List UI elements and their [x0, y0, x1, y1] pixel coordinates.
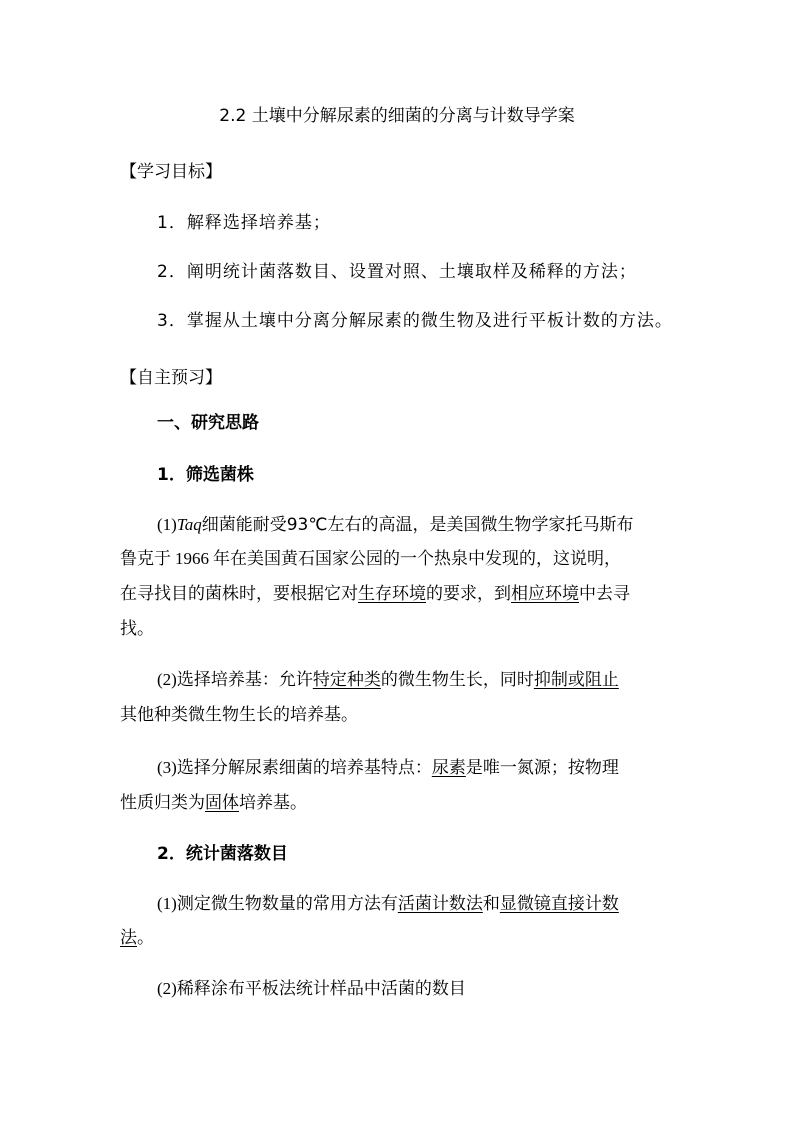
paragraph-5-line-1 [157, 977, 466, 1001]
paragraph-text: 中去寻 [579, 584, 630, 604]
answer-blank: 活菌计数法 [397, 894, 483, 914]
paragraph-number: (1) [157, 894, 177, 913]
paragraph-1-line-4: 找。 [120, 619, 154, 639]
paragraph-text: 是唯一氮源；按物理 [465, 758, 619, 778]
paragraph-4-line-2 [120, 926, 154, 950]
answer-blank: 抑制或阻止 [533, 670, 619, 690]
section-heading-goals: 【学习目标】 [120, 162, 222, 182]
paragraph-text: 细菌能耐受93℃左右的高温，是美国微生物学家托马斯布 [201, 515, 634, 535]
answer-blank: 特定种类 [312, 670, 381, 690]
paragraph-text: 测定微生物数量的常用方法有 [176, 894, 398, 914]
answer-blank: 显微镜直接计数 [499, 894, 619, 914]
paragraph-text: 的要求，到 [426, 584, 511, 604]
paragraph-2-line-1 [157, 668, 619, 692]
sub-heading-count-colonies: 2．统计菌落数目 [157, 844, 288, 864]
answer-blank: 法 [120, 928, 137, 948]
answer-blank: 生存环境 [358, 584, 426, 604]
taq-term: Taq [176, 515, 202, 534]
paragraph-text: 选择分解尿素细菌的培养基特点： [176, 758, 432, 778]
paragraph-3-line-1 [157, 756, 619, 780]
answer-blank: 固体 [205, 793, 239, 813]
section-heading-preview: 【自主预习】 [120, 368, 222, 388]
sub-heading-screen-strains: 1．筛选菌株 [157, 465, 254, 485]
paragraph-1-line-1 [157, 513, 633, 537]
part-heading-research-approach: 一、研究思路 [157, 413, 259, 433]
page-title: 2.2 土壤中分解尿素的细菌的分离与计数导学案 [219, 106, 575, 126]
goal-item-2: 2．阐明统计菌落数目、设置对照、土壤取样及稀释的方法； [157, 262, 637, 282]
paragraph-1-line-2 [120, 547, 621, 571]
goal-item-3: 3．掌握从土壤中分离分解尿素的微生物及进行平板计数的方法。 [157, 311, 673, 331]
paragraph-text: 年在美国黄石国家公园的一个热泉中发现的，这说明， [213, 549, 621, 569]
year-value: 1966 [175, 549, 209, 568]
paragraph-number: (2) [157, 670, 177, 689]
paragraph-text: 选择培养基：允许 [176, 670, 313, 690]
paragraph-text: 和 [482, 894, 500, 914]
paragraph-text: 鲁克于 [120, 549, 171, 569]
answer-blank: 相应环境 [511, 584, 579, 604]
paragraph-4-line-1 [157, 892, 619, 916]
paragraph-text: 的微生物生长，同时 [380, 670, 534, 690]
paragraph-text: 在寻找目的菌株时，要根据它对 [120, 584, 358, 604]
paragraph-text: 。 [137, 928, 154, 948]
paragraph-number: (1) [157, 515, 177, 534]
paragraph-2-line-2: 其他种类微生物生长的培养基。 [120, 705, 358, 725]
answer-blank: 尿素 [431, 758, 466, 778]
paragraph-1-line-3 [120, 582, 630, 606]
paragraph-number: (3) [157, 758, 177, 777]
paragraph-3-line-2 [120, 791, 307, 815]
paragraph-text: 性质归类为 [120, 793, 205, 813]
paragraph-number: (2) [157, 979, 177, 998]
paragraph-text: 稀释涂布平板法统计样品中活菌的数目 [176, 979, 466, 999]
paragraph-text: 培养基。 [239, 793, 307, 813]
goal-item-1: 1．解释选择培养基； [157, 213, 331, 233]
